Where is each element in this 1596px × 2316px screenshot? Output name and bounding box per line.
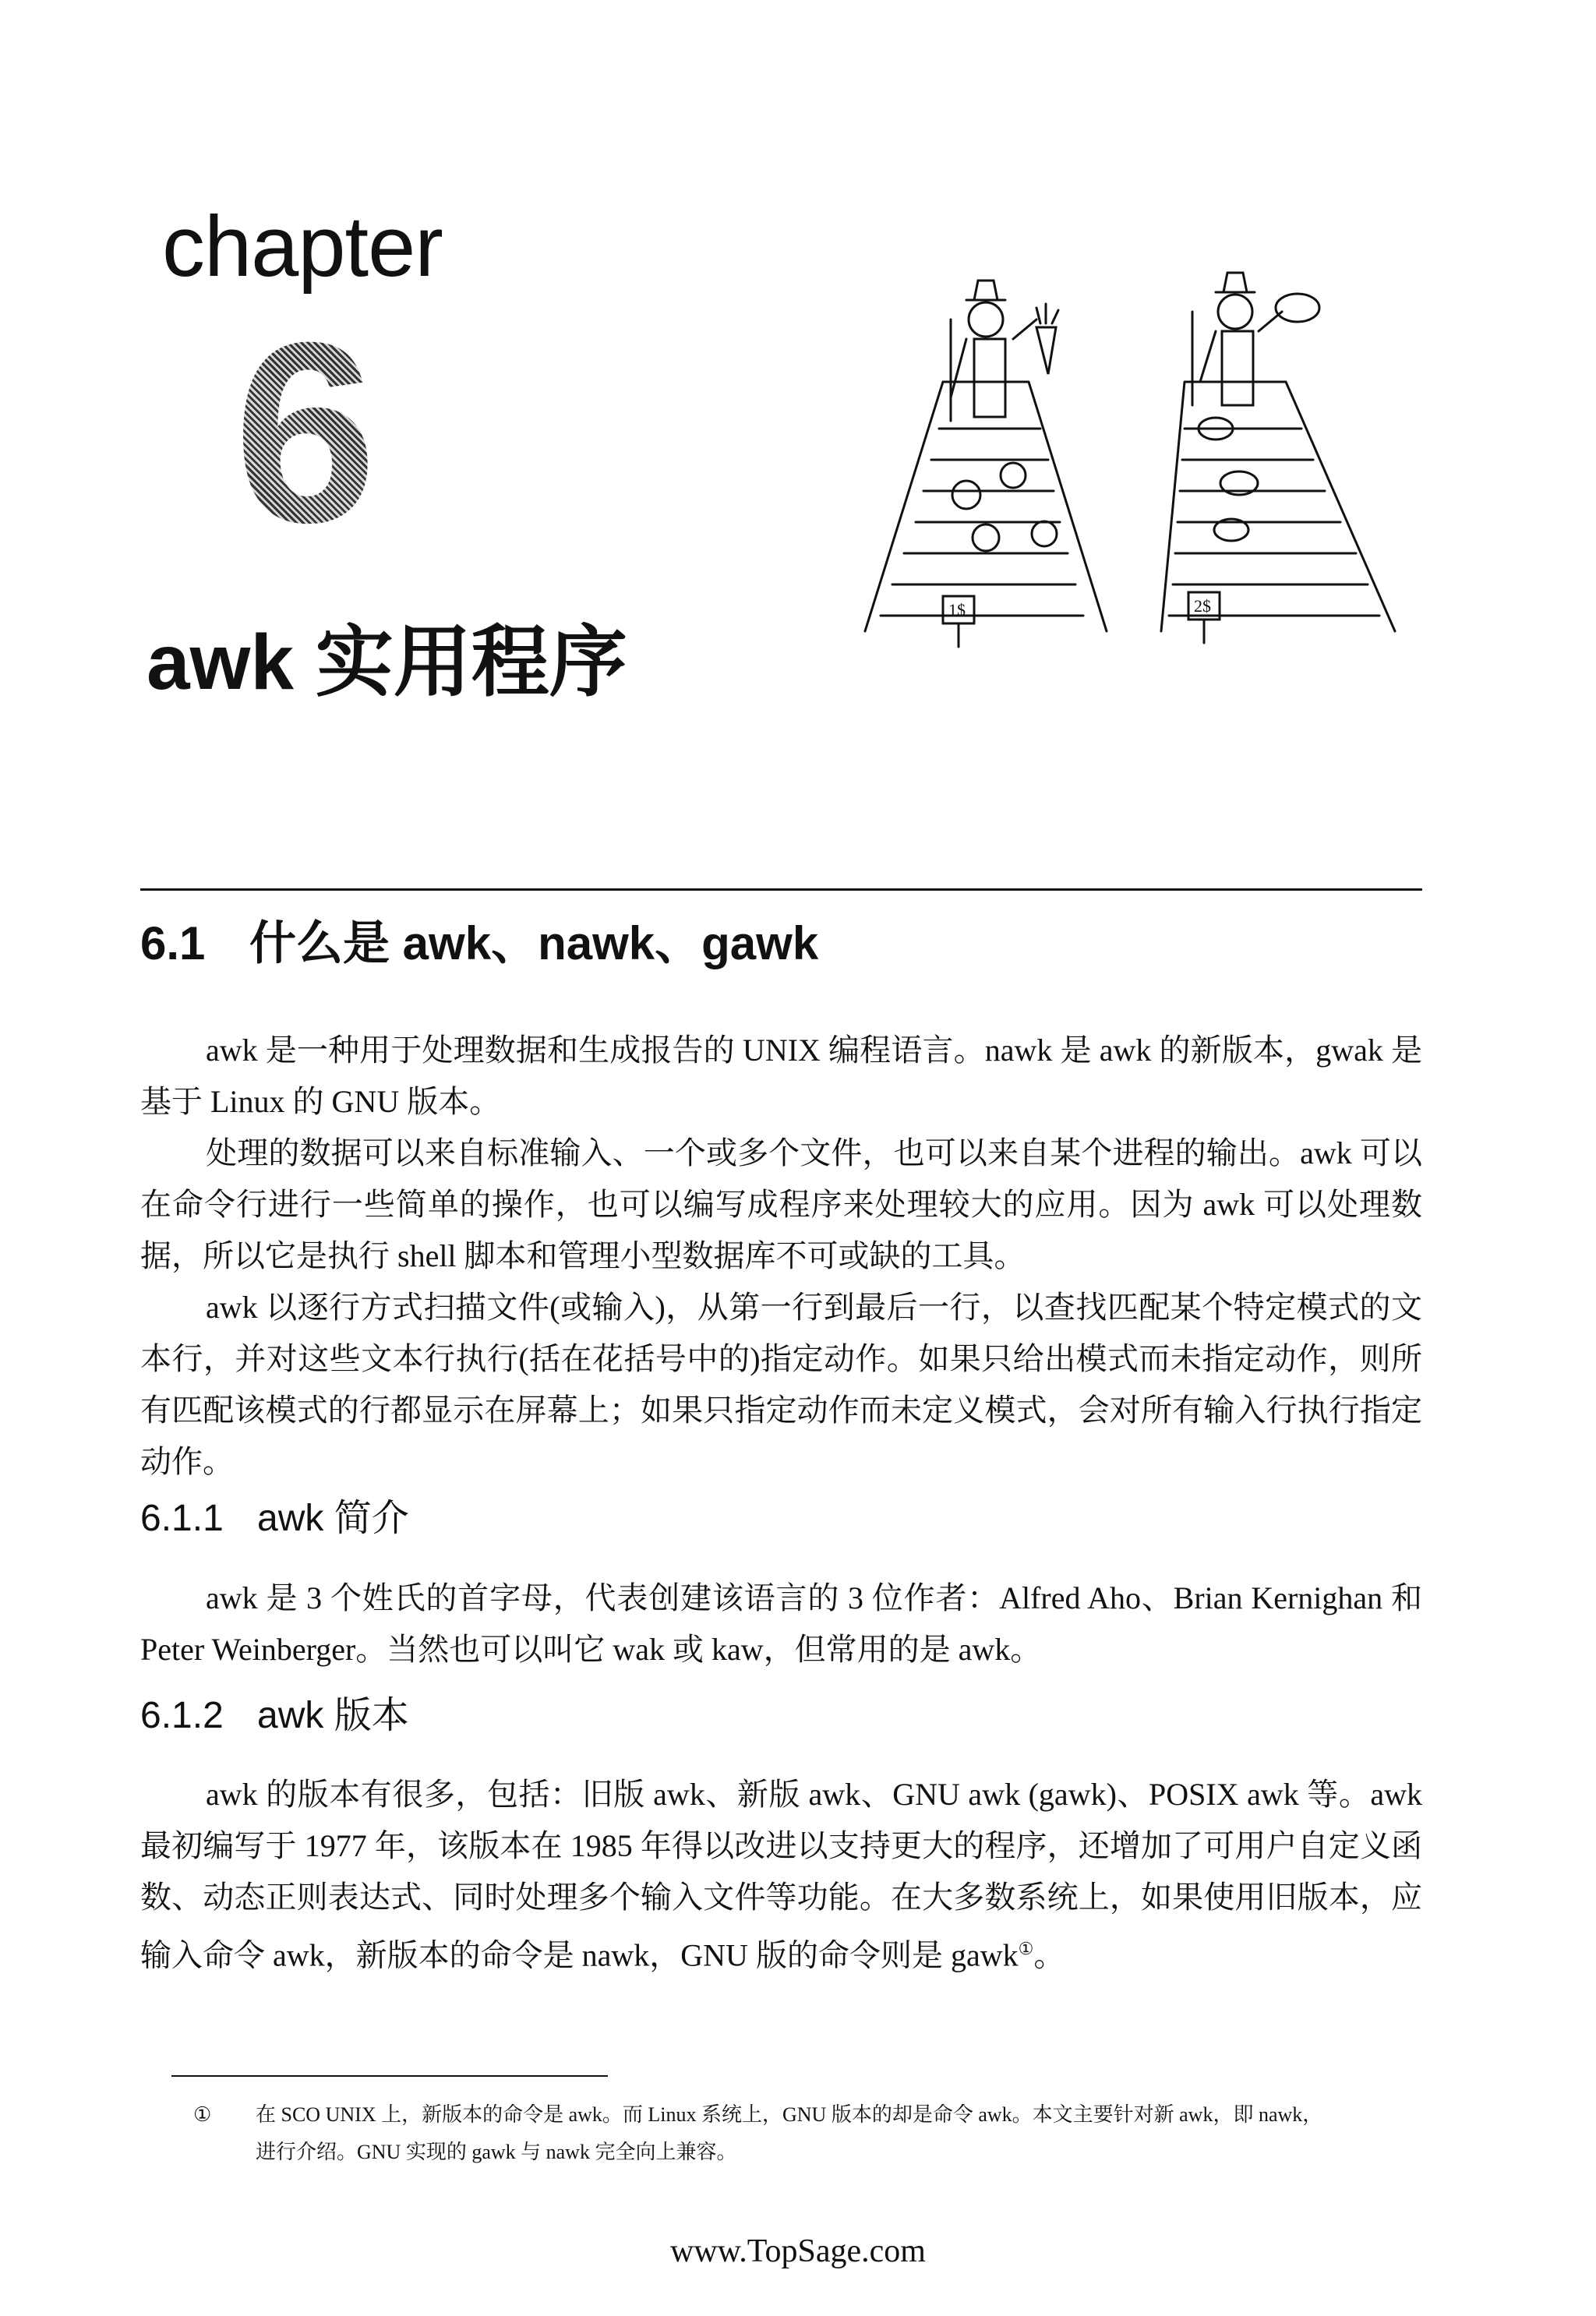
paragraph-3: awk 以逐行方式扫描文件(或输入)，从第一行到最后一行，以查找匹配某个特定模式的文本行，并对这些文本行执行(括在花括号中的)指定动作。如果只给出模式而未指定动作，则所有匹配该模式的行都显示在屏幕上；如果只指定动作而未定义模式，会对所有输入行执行指定动作。 [140,1290,1422,1479]
sign-right-label: 2$ [1194,596,1211,616]
section-heading [140,918,818,969]
footnote: ① 在 SCO UNIX 上，新版本的命令是 awk。而 Linux 系统上，GNU 版本的却是命令 awk。本文主要针对新 awk，即 nawk， 进行介绍。GNU 实现的 gawk 与 nawk 完全向上兼容。 [193,2096,1421,2171]
chapter-number: 6 [234,288,377,576]
subsection-paragraph-6-1-1: awk 是 3 个姓氏的首字母，代表创建该语言的 3 位作者：Alfred Aho、Brian Kernighan 和 Peter Weinberger。当然也可以叫它 wak 或 kaw，但常用的是 awk。 [140,1580,1422,1667]
gardeners-illustration [849,226,1411,686]
paragraph-1: awk 是一种用于处理数据和生成报告的 UNIX 编程语言。nawk 是 awk 的新版本，gwak 是基于 Linux 的 GNU 版本。 [140,1033,1422,1119]
footnote-marker: ① [193,2103,212,2126]
subsection-paragraph-6-1-2: awk 的版本有很多，包括：旧版 awk、新版 awk、GNU awk (gawk)、POSIX awk 等。awk 最初编写于 1977 年，该版本在 1985 年得以改进以支持更大的程序，还增加了可用户自定义函数、动态正则表达式、同时处理多个输入文件等功能。在大多数系统上，如果使用旧版本，应输入命令 awk，新版本的命令是 nawk，GNU 版的命令则是 gawk①。 [140,1777,1422,1973]
paragraph-2: 处理的数据可以来自标准输入、一个或多个文件，也可以来自某个进程的输出。awk 可以在命令行进行一些简单的操作，也可以编写成程序来处理较大的应用。因为 awk 可以处理数据，所以它是执行 shell 脚本和管理小型数据库不可或缺的工具。 [140,1135,1422,1273]
subsection-heading-6-1-2: 6.1.2 awk 版本 [140,1695,409,1736]
sign-left-label: 1$ [948,600,966,620]
chapter-title: awk 实用程序 [147,619,627,706]
footnote-reference[interactable]: ① [1018,1939,1034,1958]
footer-url: www.TopSage.com [670,2233,926,2269]
section-title: 什么是 awk、nawk、gawk [249,917,819,969]
subsection-heading-6-1-1: 6.1.1 awk 简介 [140,1498,409,1539]
chapter-label: chapter [162,199,443,295]
section-number: 6.1 [140,917,206,969]
footnote-divider [171,2075,608,2077]
section-divider [140,888,1422,891]
